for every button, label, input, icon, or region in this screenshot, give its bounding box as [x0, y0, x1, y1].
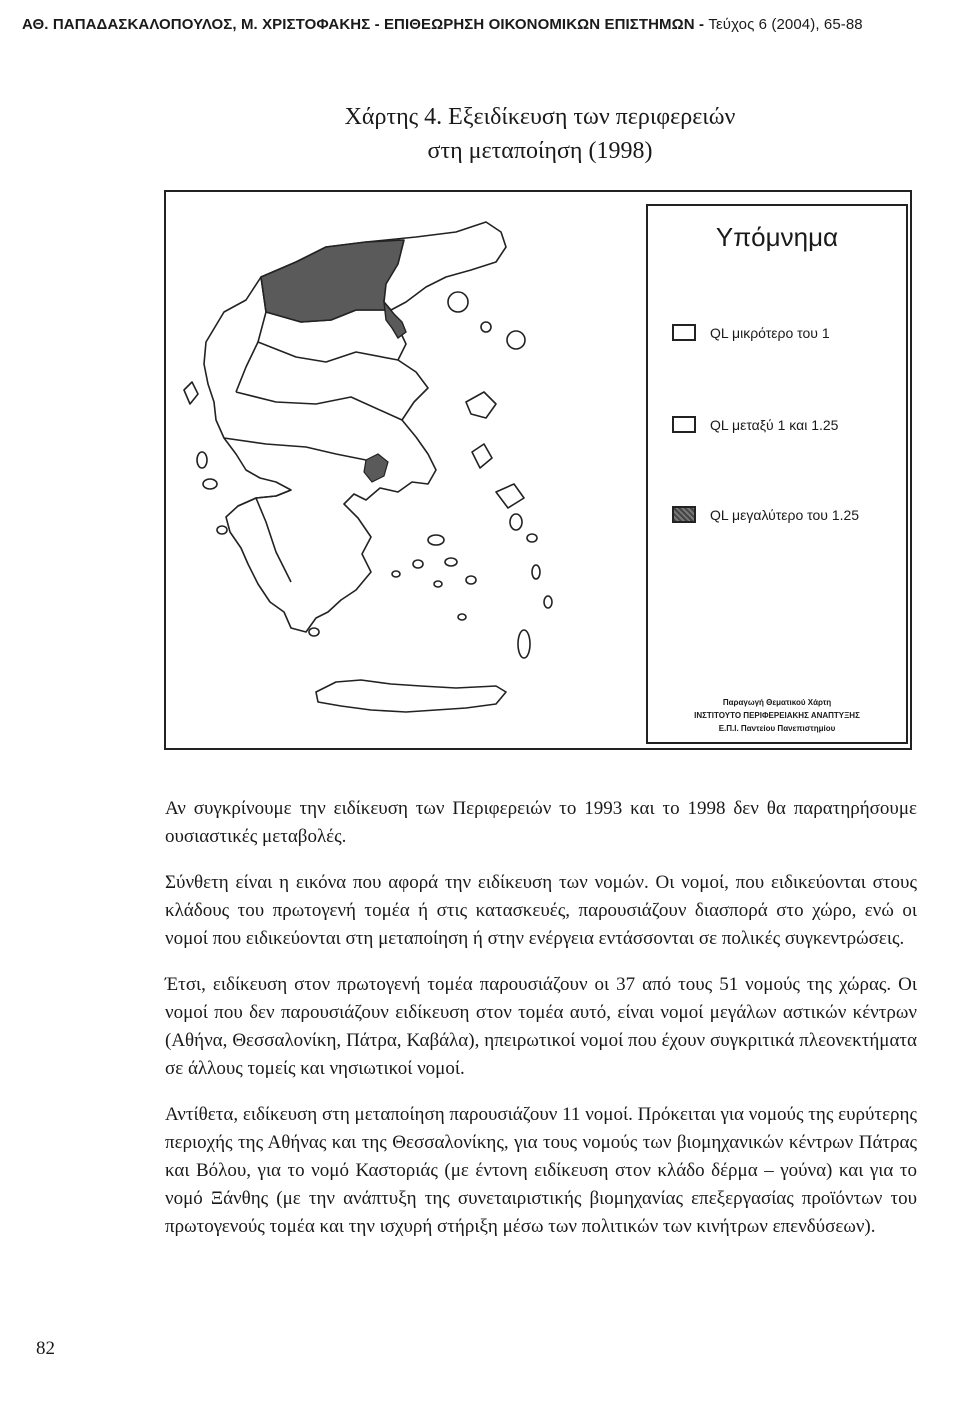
greece-map: [166, 192, 646, 748]
map-title-line-1: Χάρτης 4. Εξειδίκευση των περιφερειών: [344, 104, 736, 130]
running-header: [22, 16, 922, 33]
legend-title: Υπόμνημα: [715, 222, 839, 252]
macedonia-shaded-region: [261, 240, 404, 322]
legend-item-ql-below-1: [672, 324, 830, 341]
legend-credit: [648, 696, 906, 735]
paragraph-1: Αν συγκρίνουμε την ειδίκευση των Περιφερειών το 1993 και το 1998 δεν θα παρατηρήσουμε ουσιαστικές μεταβολές.: [165, 798, 917, 847]
paragraph-2: Σύνθετη είναι η εικόνα που αφορά την ειδίκευση των νομών. Οι νομοί, που ειδικεύονται στους κλάδους του πρωτογενή τομέα ή στις κατασκευές, παρουσιάζουν διασπορά στο χώρο, ενώ οι νομοί που ειδικεύονται στη μεταποίηση ή στην ενέργεια εντάσσονται σε πολικές συγκεντρώσεις.: [165, 872, 917, 949]
legend-label: QL μεταξύ 1 και 1.25: [710, 416, 839, 433]
map-title-line-2: στη μεταποίηση (1998): [427, 138, 653, 164]
crete: [316, 680, 506, 712]
legend-item-ql-between: [672, 416, 838, 433]
credit-line-1: Παραγωγή Θεματικού Χάρτη: [722, 698, 832, 707]
credit-line-3: Ε.Π.Ι. Παντείου Πανεπιστημίου: [718, 724, 836, 733]
map-figure: [164, 190, 912, 750]
legend-swatch-white: [672, 416, 696, 433]
legend-swatch-white: [672, 324, 696, 341]
map-legend: [646, 204, 908, 744]
header-journal-issue: Τεύχος 6 (2004), 65-88: [708, 16, 863, 33]
body-text: [165, 795, 917, 1259]
map-title: [160, 100, 920, 168]
paragraph-4: Αντίθετα, ειδίκευση στη μεταποίηση παρουσιάζουν 11 νομοί. Πρόκειται για νομούς της ευρύτερης περιοχής της Αθήνας και της Θεσσαλονίκης, για τους νομούς των βιομηχανικών κέντρων Πάτρας και Βόλου, για το νομό Καστοριάς (με έντονη ειδίκευση στον κλάδο δέρμα – γούνα) και για το νομό Ξάνθης (με την ανάπτυξη της συνεταιριστικής βιομηχανίας επεξεργασίας προϊόντων του πρωτογενούς τομέα και την ισχυρή στήριξη μέσω των πολιτικών των κινήτρων επενδύσεων).: [165, 1104, 917, 1237]
credit-line-2: ΙΝΣΤΙΤΟΥΤΟ ΠΕΡΙΦΕΡΕΙΑΚΗΣ ΑΝΑΠΤΥΞΗΣ: [694, 711, 860, 720]
legend-swatch-dark: [672, 506, 696, 523]
legend-item-ql-above: [672, 506, 859, 523]
page-number: 82: [36, 1338, 55, 1359]
legend-label: QL μεγαλύτερο του 1.25: [710, 506, 860, 523]
paragraph-3: Έτσι, ειδίκευση στον πρωτογενή τομέα παρουσιάζουν οι 37 από τους 51 νομούς της χώρας. Οι νομοί που δεν παρουσιάζουν ειδίκευση στον τομέα αυτό, είναι νομοί μεγάλων αστικών κέντρων (Αθήνα, Θεσσαλονίκη, Πάτρα, Καβάλα), ηπειρωτικοί νομοί που έχουν συγκριτικά πλεονεκτήματα σε άλλους τομείς και νησιωτικοί νομοί.: [165, 974, 917, 1079]
header-authors-title: ΑΘ. ΠΑΠΑΔΑΣΚΑΛΟΠΟΥΛΟΣ, Μ. ΧΡΙΣΤΟΦΑΚΗΣ - ΕΠΙΘΕΩΡΗΣΗ ΟΙΚΟΝΟΜΙΚΩΝ ΕΠΙΣΤΗΜΩΝ -: [22, 16, 705, 33]
legend-label: QL μικρότερο του 1: [710, 324, 830, 341]
